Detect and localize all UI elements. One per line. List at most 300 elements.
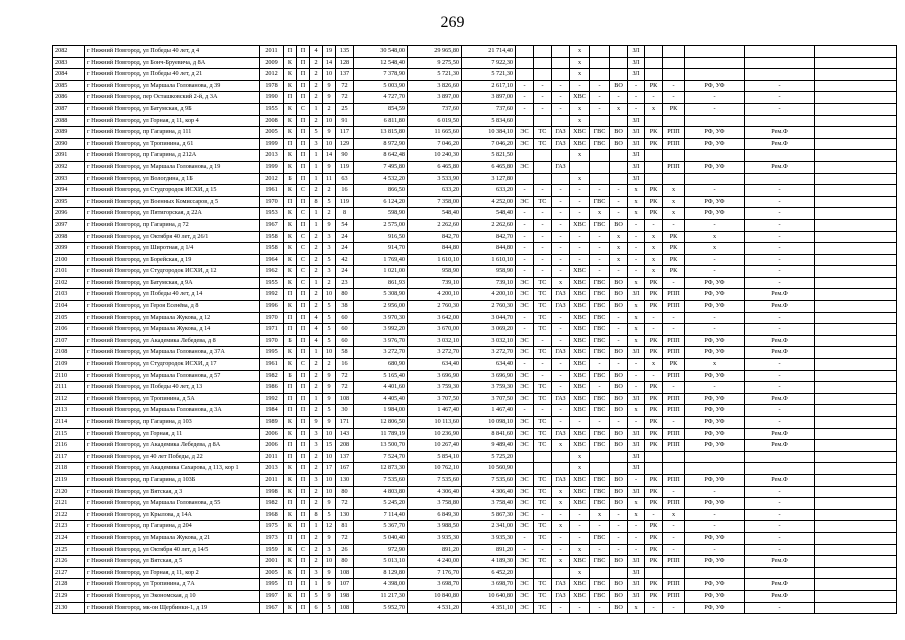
- renovation-plan-cell: -: [663, 417, 685, 429]
- repair-fund-cell: -: [745, 509, 815, 521]
- living-area-cell: 11 665,60: [408, 127, 462, 139]
- sewerage-cell: ВО: [610, 428, 628, 440]
- apartment-count-cell: 72: [336, 532, 354, 544]
- power-supply-cell: -: [516, 185, 534, 197]
- power-supply-cell: ЭС: [516, 138, 534, 150]
- heat-supply-cell: -: [534, 266, 552, 278]
- power-supply-cell: -: [516, 231, 534, 243]
- address-cell: г Нижний Новгород, ул Маршала Жукова, д 12: [85, 312, 260, 324]
- residential-area-cell: 4 306,40: [462, 486, 516, 498]
- entrance-count-cell: 3: [310, 474, 323, 486]
- table-row: [53, 219, 897, 231]
- floor-count-cell: 3: [323, 544, 336, 556]
- apartment-count-cell: 90: [336, 150, 354, 162]
- cold-water-cell: -: [570, 185, 590, 197]
- living-area-cell: 6 849,30: [408, 509, 462, 521]
- extra-cell: [815, 150, 897, 162]
- total-area-cell: 4 398,00: [354, 579, 408, 591]
- facade-work-cell: х: [685, 359, 745, 371]
- green-zone-cell: -: [628, 532, 645, 544]
- year-built-cell: 1958: [260, 243, 284, 255]
- table-row: [53, 532, 897, 544]
- cold-water-cell: -: [570, 417, 590, 429]
- residential-area-cell: 3 935,30: [462, 532, 516, 544]
- power-supply-cell: [516, 46, 534, 58]
- roof-repair-cell: х: [645, 266, 663, 278]
- year-built-cell: 2005: [260, 567, 284, 579]
- construction-type-cell: С: [297, 185, 310, 197]
- green-zone-cell: х: [628, 335, 645, 347]
- repair-fund-cell: Рем.Ф: [745, 579, 815, 591]
- facade-work-cell: -: [685, 382, 745, 394]
- row-number-cell: 2115: [53, 428, 85, 440]
- gas-supply-cell: -: [552, 509, 570, 521]
- address-cell: г Нижний Новгород, ул Октября 40 лет, д 26/1: [85, 231, 260, 243]
- row-number-cell: 2116: [53, 440, 85, 452]
- wall-material-cell: К: [284, 417, 297, 429]
- repair-fund-cell: -: [745, 185, 815, 197]
- roof-repair-cell: РК: [645, 498, 663, 510]
- apartment-count-cell: 91: [336, 115, 354, 127]
- facade-work-cell: [685, 57, 745, 69]
- apartment-count-cell: 167: [336, 463, 354, 475]
- entrance-count-cell: 4: [310, 46, 323, 58]
- table-row: [53, 498, 897, 510]
- wall-material-cell: П: [284, 498, 297, 510]
- extra-cell: [815, 208, 897, 220]
- repair-fund-cell: -: [745, 602, 815, 614]
- hot-water-cell: -: [590, 382, 610, 394]
- facade-work-cell: [685, 69, 745, 81]
- entrance-count-cell: 2: [310, 498, 323, 510]
- apartment-count-cell: 72: [336, 92, 354, 104]
- heat-supply-cell: ТС: [534, 474, 552, 486]
- apartment-count-cell: 108: [336, 602, 354, 614]
- hot-water-cell: ГВС: [590, 324, 610, 336]
- hot-water-cell: ГВС: [590, 138, 610, 150]
- gas-supply-cell: ГАЗ: [552, 474, 570, 486]
- roof-repair-cell: х: [645, 103, 663, 115]
- heat-supply-cell: [534, 115, 552, 127]
- facade-work-cell: -: [685, 92, 745, 104]
- roof-repair-cell: РК: [645, 486, 663, 498]
- table-row: [53, 382, 897, 394]
- facade-work-cell: РФ, УФ: [685, 138, 745, 150]
- heat-supply-cell: -: [534, 219, 552, 231]
- construction-type-cell: П: [297, 590, 310, 602]
- power-supply-cell: -: [516, 92, 534, 104]
- extra-cell: [815, 173, 897, 185]
- facade-work-cell: [685, 567, 745, 579]
- extra-cell: [815, 347, 897, 359]
- residential-area-cell: 10 384,10: [462, 127, 516, 139]
- roof-repair-cell: -: [645, 312, 663, 324]
- apartment-count-cell: 80: [336, 486, 354, 498]
- cold-water-cell: ХВС: [570, 405, 590, 417]
- sewerage-cell: ВО: [610, 138, 628, 150]
- floor-count-cell: 9: [323, 127, 336, 139]
- construction-type-cell: П: [297, 405, 310, 417]
- repair-fund-cell: -: [745, 103, 815, 115]
- row-number-cell: 2082: [53, 46, 85, 58]
- apartment-count-cell: 24: [336, 243, 354, 255]
- gas-supply-cell: [552, 451, 570, 463]
- cold-water-cell: х: [570, 463, 590, 475]
- address-cell: г Нижний Новгород, ул Вятская, д 5: [85, 556, 260, 568]
- address-cell: г Нижний Новгород, ул Студгородок ИСХИ, д 12: [85, 266, 260, 278]
- apartment-count-cell: 26: [336, 544, 354, 556]
- year-built-cell: 1953: [260, 208, 284, 220]
- total-area-cell: 3 970,30: [354, 312, 408, 324]
- renovation-plan-cell: -: [663, 532, 685, 544]
- wall-material-cell: П: [284, 324, 297, 336]
- renovation-plan-cell: РПП: [663, 289, 685, 301]
- total-area-cell: 854,59: [354, 103, 408, 115]
- residential-area-cell: 10 640,80: [462, 590, 516, 602]
- address-cell: г Нижний Новгород, ул Победы 40 лет, д 21: [85, 69, 260, 81]
- row-number-cell: 2087: [53, 103, 85, 115]
- power-supply-cell: ЭС: [516, 127, 534, 139]
- floor-count-cell: 5: [323, 335, 336, 347]
- facade-work-cell: -: [685, 324, 745, 336]
- construction-type-cell: П: [297, 324, 310, 336]
- living-area-cell: 10 240,30: [408, 150, 462, 162]
- row-number-cell: 2090: [53, 138, 85, 150]
- address-cell: г Нижний Новгород, ул Пятигорская, д 22А: [85, 208, 260, 220]
- power-supply-cell: ЭС: [516, 590, 534, 602]
- heat-supply-cell: -: [534, 370, 552, 382]
- wall-material-cell: П: [284, 532, 297, 544]
- apartment-count-cell: 117: [336, 127, 354, 139]
- sewerage-cell: -: [610, 544, 628, 556]
- floor-count-cell: 9: [323, 532, 336, 544]
- apartment-count-cell: 119: [336, 196, 354, 208]
- green-zone-cell: -: [628, 254, 645, 266]
- green-zone-cell: -: [628, 266, 645, 278]
- entrance-count-cell: 1: [310, 173, 323, 185]
- extra-cell: [815, 277, 897, 289]
- row-number-cell: 2124: [53, 532, 85, 544]
- cold-water-cell: -: [570, 80, 590, 92]
- gas-supply-cell: -: [552, 103, 570, 115]
- gas-supply-cell: -: [552, 92, 570, 104]
- renovation-plan-cell: РПП: [663, 405, 685, 417]
- total-area-cell: 5 040,40: [354, 532, 408, 544]
- wall-material-cell: К: [284, 301, 297, 313]
- year-built-cell: 1970: [260, 335, 284, 347]
- renovation-plan-cell: РПП: [663, 474, 685, 486]
- heat-supply-cell: -: [534, 185, 552, 197]
- entrance-count-cell: 1: [310, 219, 323, 231]
- green-zone-cell: ЗЛ: [628, 393, 645, 405]
- cold-water-cell: -: [570, 532, 590, 544]
- floor-count-cell: 3: [323, 266, 336, 278]
- year-built-cell: 1961: [260, 185, 284, 197]
- address-cell: г Нижний Новгород, ул Тропинина, д 5А: [85, 393, 260, 405]
- row-number-cell: 2109: [53, 359, 85, 371]
- floor-count-cell: 5: [323, 196, 336, 208]
- entrance-count-cell: 3: [310, 440, 323, 452]
- cold-water-cell: ХВС: [570, 393, 590, 405]
- facade-work-cell: РФ, УФ: [685, 474, 745, 486]
- facade-work-cell: х: [685, 231, 745, 243]
- renovation-plan-cell: РК: [663, 254, 685, 266]
- cold-water-cell: ХВС: [570, 486, 590, 498]
- sewerage-cell: -: [610, 509, 628, 521]
- year-built-cell: 1955: [260, 277, 284, 289]
- facade-work-cell: РФ, УФ: [685, 277, 745, 289]
- roof-repair-cell: РК: [645, 417, 663, 429]
- entrance-count-cell: 2: [310, 185, 323, 197]
- living-area-cell: 891,20: [408, 544, 462, 556]
- residential-area-cell: 1 610,10: [462, 254, 516, 266]
- gas-supply-cell: -: [552, 405, 570, 417]
- cold-water-cell: -: [570, 602, 590, 614]
- cold-water-cell: ХВС: [570, 277, 590, 289]
- roof-repair-cell: х: [645, 231, 663, 243]
- roof-repair-cell: -: [645, 219, 663, 231]
- total-area-cell: 30 548,00: [354, 46, 408, 58]
- row-number-cell: 2092: [53, 161, 85, 173]
- hot-water-cell: ГВС: [590, 428, 610, 440]
- row-number-cell: 2108: [53, 347, 85, 359]
- year-built-cell: 1986: [260, 382, 284, 394]
- row-number-cell: 2088: [53, 115, 85, 127]
- construction-type-cell: П: [297, 115, 310, 127]
- entrance-count-cell: 2: [310, 370, 323, 382]
- year-built-cell: 1996: [260, 301, 284, 313]
- green-zone-cell: -: [628, 243, 645, 255]
- total-area-cell: 13 815,80: [354, 127, 408, 139]
- heat-supply-cell: -: [534, 544, 552, 556]
- extra-cell: [815, 590, 897, 602]
- wall-material-cell: П: [284, 382, 297, 394]
- gas-supply-cell: х: [552, 277, 570, 289]
- address-cell: г Нижний Новгород, пр Гагарина, д 204: [85, 521, 260, 533]
- extra-cell: [815, 103, 897, 115]
- construction-type-cell: П: [297, 463, 310, 475]
- total-area-cell: 8 129,80: [354, 567, 408, 579]
- residential-area-cell: 6 465,80: [462, 161, 516, 173]
- gas-supply-cell: [552, 115, 570, 127]
- construction-type-cell: П: [297, 451, 310, 463]
- wall-material-cell: Б: [284, 173, 297, 185]
- hot-water-cell: -: [590, 521, 610, 533]
- entrance-count-cell: 2: [310, 254, 323, 266]
- construction-type-cell: П: [297, 602, 310, 614]
- sewerage-cell: -: [610, 92, 628, 104]
- facade-work-cell: -: [685, 103, 745, 115]
- residential-area-cell: 2 617,10: [462, 80, 516, 92]
- residential-area-cell: 2 262,60: [462, 219, 516, 231]
- address-cell: г Нижний Новгород, пр Гагарина, д 111: [85, 127, 260, 139]
- hot-water-cell: -: [590, 602, 610, 614]
- construction-type-cell: С: [297, 266, 310, 278]
- table-row: [53, 185, 897, 197]
- cold-water-cell: ХВС: [570, 370, 590, 382]
- gas-supply-cell: -: [552, 359, 570, 371]
- green-zone-cell: ЗЛ: [628, 115, 645, 127]
- year-built-cell: 1973: [260, 532, 284, 544]
- table-row: [53, 324, 897, 336]
- wall-material-cell: К: [284, 69, 297, 81]
- year-built-cell: 2008: [260, 115, 284, 127]
- power-supply-cell: ЭС: [516, 417, 534, 429]
- extra-cell: [815, 46, 897, 58]
- total-area-cell: 680,90: [354, 359, 408, 371]
- living-area-cell: 3 759,30: [408, 382, 462, 394]
- roof-repair-cell: РК: [645, 138, 663, 150]
- residential-area-cell: 3 698,70: [462, 579, 516, 591]
- table-row: [53, 277, 897, 289]
- total-area-cell: 5 245,20: [354, 498, 408, 510]
- green-zone-cell: -: [628, 521, 645, 533]
- repair-fund-cell: [745, 173, 815, 185]
- power-supply-cell: ЭС: [516, 289, 534, 301]
- floor-count-cell: 9: [323, 219, 336, 231]
- extra-cell: [815, 382, 897, 394]
- gas-supply-cell: [552, 150, 570, 162]
- apartment-count-cell: 23: [336, 277, 354, 289]
- roof-repair-cell: РК: [645, 289, 663, 301]
- address-cell: г Нижний Новгород, пр Гагарина, д 103: [85, 417, 260, 429]
- floor-count-cell: 5: [323, 254, 336, 266]
- roof-repair-cell: -: [645, 509, 663, 521]
- gas-supply-cell: [552, 46, 570, 58]
- extra-cell: [815, 69, 897, 81]
- renovation-plan-cell: РК: [663, 266, 685, 278]
- living-area-cell: 7 176,70: [408, 567, 462, 579]
- address-cell: г Нижний Новгород, ул Вологдина, д 1Б: [85, 173, 260, 185]
- apartment-count-cell: 16: [336, 185, 354, 197]
- renovation-plan-cell: х: [663, 208, 685, 220]
- residential-area-cell: 842,70: [462, 231, 516, 243]
- renovation-plan-cell: РПП: [663, 138, 685, 150]
- construction-type-cell: П: [297, 556, 310, 568]
- living-area-cell: 4 200,10: [408, 289, 462, 301]
- sewerage-cell: ВО: [610, 393, 628, 405]
- construction-type-cell: С: [297, 208, 310, 220]
- wall-material-cell: П: [284, 440, 297, 452]
- living-area-cell: 3 758,80: [408, 498, 462, 510]
- entrance-count-cell: 1: [310, 150, 323, 162]
- residential-area-cell: 3 759,30: [462, 382, 516, 394]
- table-row: [53, 347, 897, 359]
- power-supply-cell: [516, 451, 534, 463]
- repair-fund-cell: -: [745, 208, 815, 220]
- residential-area-cell: 10 098,10: [462, 417, 516, 429]
- renovation-plan-cell: -: [663, 219, 685, 231]
- facade-work-cell: -: [685, 185, 745, 197]
- cold-water-cell: ХВС: [570, 219, 590, 231]
- apartment-count-cell: 198: [336, 590, 354, 602]
- gas-supply-cell: -: [552, 532, 570, 544]
- year-built-cell: 1989: [260, 417, 284, 429]
- apartment-count-cell: 143: [336, 428, 354, 440]
- hot-water-cell: ГВС: [590, 301, 610, 313]
- floor-count-cell: 9: [323, 567, 336, 579]
- residential-area-cell: 737,60: [462, 103, 516, 115]
- roof-repair-cell: РК: [645, 556, 663, 568]
- facade-work-cell: [685, 463, 745, 475]
- total-area-cell: 4 803,80: [354, 486, 408, 498]
- row-number-cell: 2107: [53, 335, 85, 347]
- address-cell: г Нижний Новгород, пр Гагарина, д 72: [85, 219, 260, 231]
- repair-fund-cell: [745, 451, 815, 463]
- power-supply-cell: -: [516, 80, 534, 92]
- green-zone-cell: ЗЛ: [628, 428, 645, 440]
- construction-type-cell: П: [297, 382, 310, 394]
- year-built-cell: 2006: [260, 440, 284, 452]
- construction-type-cell: П: [297, 393, 310, 405]
- residential-area-cell: 9 489,40: [462, 440, 516, 452]
- address-cell: г Нижний Новгород, ул Маршала Жукова, д 14: [85, 324, 260, 336]
- floor-count-cell: 15: [323, 440, 336, 452]
- extra-cell: [815, 451, 897, 463]
- repair-fund-cell: -: [745, 359, 815, 371]
- renovation-plan-cell: -: [663, 312, 685, 324]
- wall-material-cell: П: [284, 405, 297, 417]
- apartment-count-cell: 38: [336, 301, 354, 313]
- heat-supply-cell: ТС: [534, 382, 552, 394]
- floor-count-cell: 9: [323, 382, 336, 394]
- floor-count-cell: 2: [323, 208, 336, 220]
- living-area-cell: 3 533,90: [408, 173, 462, 185]
- heat-supply-cell: -: [534, 335, 552, 347]
- floor-count-cell: 10: [323, 115, 336, 127]
- living-area-cell: 5 854,10: [408, 451, 462, 463]
- wall-material-cell: К: [284, 556, 297, 568]
- facade-work-cell: РФ, УФ: [685, 208, 745, 220]
- address-cell: г Нижний Новгород, ул Маршала Голованова, д 37А: [85, 347, 260, 359]
- residential-area-cell: 739,10: [462, 277, 516, 289]
- extra-cell: [815, 324, 897, 336]
- table-row: [53, 463, 897, 475]
- extra-cell: [815, 312, 897, 324]
- total-area-cell: 12 548,40: [354, 57, 408, 69]
- repair-fund-cell: -: [745, 266, 815, 278]
- construction-type-cell: П: [297, 80, 310, 92]
- total-area-cell: 916,50: [354, 231, 408, 243]
- repair-fund-cell: [745, 46, 815, 58]
- floor-count-cell: 2: [323, 185, 336, 197]
- row-number-cell: 2111: [53, 382, 85, 394]
- entrance-count-cell: 2: [310, 115, 323, 127]
- renovation-plan-cell: [663, 46, 685, 58]
- address-cell: г Нижний Новгород, ул Победы 40 лет, д 4: [85, 46, 260, 58]
- construction-type-cell: П: [297, 46, 310, 58]
- construction-type-cell: С: [297, 254, 310, 266]
- residential-area-cell: 8 841,60: [462, 428, 516, 440]
- table-row: [53, 393, 897, 405]
- wall-material-cell: П: [284, 451, 297, 463]
- gas-supply-cell: ГАЗ: [552, 590, 570, 602]
- construction-type-cell: П: [297, 509, 310, 521]
- entrance-count-cell: 2: [310, 289, 323, 301]
- gas-supply-cell: [552, 463, 570, 475]
- roof-repair-cell: РК: [645, 185, 663, 197]
- floor-count-cell: 2: [323, 277, 336, 289]
- cold-water-cell: ХВС: [570, 127, 590, 139]
- apartment-count-cell: 107: [336, 579, 354, 591]
- roof-repair-cell: РК: [645, 532, 663, 544]
- gas-supply-cell: [552, 69, 570, 81]
- sewerage-cell: [610, 567, 628, 579]
- gas-supply-cell: -: [552, 185, 570, 197]
- heat-supply-cell: -: [534, 103, 552, 115]
- sewerage-cell: ВО: [610, 219, 628, 231]
- table-row: [53, 521, 897, 533]
